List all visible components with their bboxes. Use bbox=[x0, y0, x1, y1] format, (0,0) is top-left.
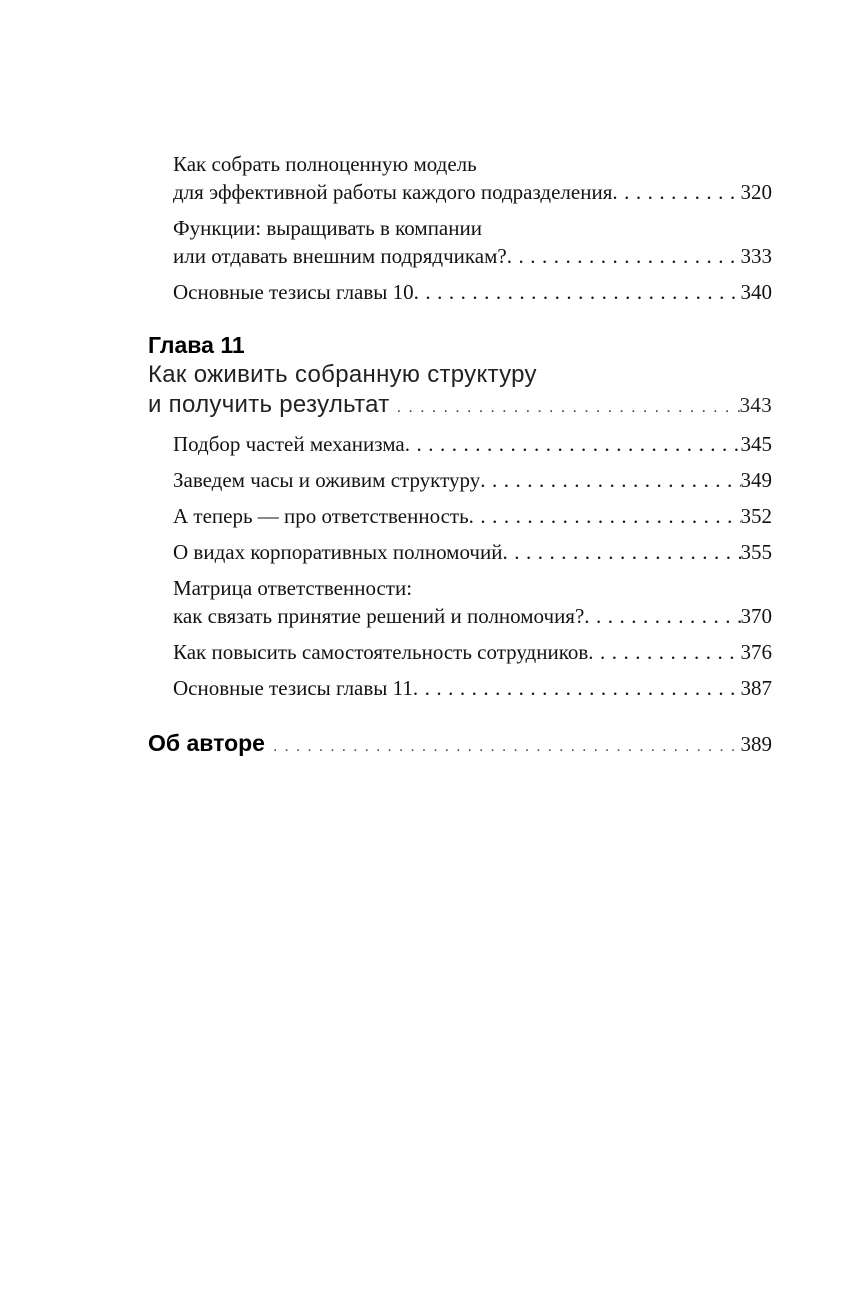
page-number: 349 bbox=[740, 468, 772, 492]
dot-leader bbox=[405, 430, 741, 458]
entry-line bbox=[173, 674, 772, 702]
entry-line bbox=[173, 574, 772, 602]
entry-text: О видах корпоративных полномочий bbox=[173, 540, 503, 564]
entry-text: Основные тезисы главы 11 bbox=[173, 676, 413, 700]
dot-leader bbox=[588, 638, 740, 666]
entry-line bbox=[173, 502, 772, 530]
entry-line bbox=[173, 466, 772, 494]
page-number: 343 bbox=[739, 393, 772, 417]
entry-text: или отдавать внешним подрядчикам? bbox=[173, 244, 507, 268]
entry-text: как связать принятие решений и полномочия? bbox=[173, 604, 585, 628]
page-number: 376 bbox=[740, 640, 772, 664]
entry-text: Заведем часы и оживим структуру bbox=[173, 468, 481, 492]
dot-leader bbox=[273, 738, 741, 756]
entry-line bbox=[173, 278, 772, 306]
entry-text: для эффективной работы каждого подразделения bbox=[173, 180, 613, 204]
toc-entry bbox=[173, 430, 772, 458]
entry-line bbox=[173, 538, 772, 566]
entry-text: Матрица ответственности: bbox=[173, 576, 413, 600]
dot-leader bbox=[502, 538, 740, 566]
entry-text: Подбор частей механизма bbox=[173, 432, 405, 456]
page-number: 355 bbox=[740, 540, 772, 564]
toc-entry bbox=[173, 150, 772, 206]
chapter-title-text: Как оживить собранную структуру bbox=[148, 361, 537, 388]
entry-text: Как повысить самостоятельность сотрудников bbox=[173, 640, 589, 664]
toc-entry bbox=[173, 502, 772, 530]
about-author-entry bbox=[148, 728, 772, 758]
dot-leader bbox=[414, 278, 741, 306]
entry-line bbox=[173, 430, 772, 458]
entry-text: Функции: выращивать в компании bbox=[173, 216, 482, 240]
toc-entry bbox=[173, 466, 772, 494]
entry-line bbox=[173, 214, 772, 242]
page-number: 340 bbox=[740, 280, 772, 304]
entry-line bbox=[173, 150, 772, 178]
page-number: 387 bbox=[740, 676, 772, 700]
dot-leader bbox=[413, 674, 741, 702]
entry-line bbox=[173, 242, 772, 270]
dot-leader bbox=[480, 466, 740, 494]
page-number: 320 bbox=[740, 180, 772, 204]
toc-entry bbox=[173, 674, 772, 702]
chapter-11-section bbox=[148, 330, 772, 702]
dot-leader bbox=[469, 502, 741, 530]
entry-text: А теперь — про ответственность bbox=[173, 504, 469, 528]
dot-leader bbox=[397, 390, 740, 422]
toc-entry bbox=[173, 574, 772, 630]
entry-line bbox=[173, 638, 772, 666]
toc-entry bbox=[173, 214, 772, 270]
about-author-label: Об авторе bbox=[148, 730, 265, 756]
dot-leader bbox=[584, 602, 740, 630]
toc-entry bbox=[173, 538, 772, 566]
page-number: 352 bbox=[740, 504, 772, 528]
chapter-10-entries bbox=[148, 150, 772, 306]
entry-line bbox=[173, 602, 772, 630]
page-number: 333 bbox=[740, 244, 772, 268]
dot-leader bbox=[612, 178, 740, 206]
chapter-title-line bbox=[148, 360, 772, 390]
toc-entry bbox=[173, 278, 772, 306]
entry-line bbox=[173, 178, 772, 206]
entry-text: Как собрать полноценную модель bbox=[173, 152, 477, 176]
chapter-label: Глава 11 bbox=[148, 332, 245, 358]
page-number: 370 bbox=[740, 604, 772, 628]
page-number: 389 bbox=[740, 732, 772, 756]
entry-text: Основные тезисы главы 10 bbox=[173, 280, 414, 304]
chapter-11-entries bbox=[148, 430, 772, 702]
chapter-title-text: и получить результат bbox=[148, 391, 390, 418]
toc-entry bbox=[173, 638, 772, 666]
page-number: 345 bbox=[740, 432, 772, 456]
chapter-title-line bbox=[148, 390, 772, 422]
dot-leader bbox=[507, 242, 741, 270]
